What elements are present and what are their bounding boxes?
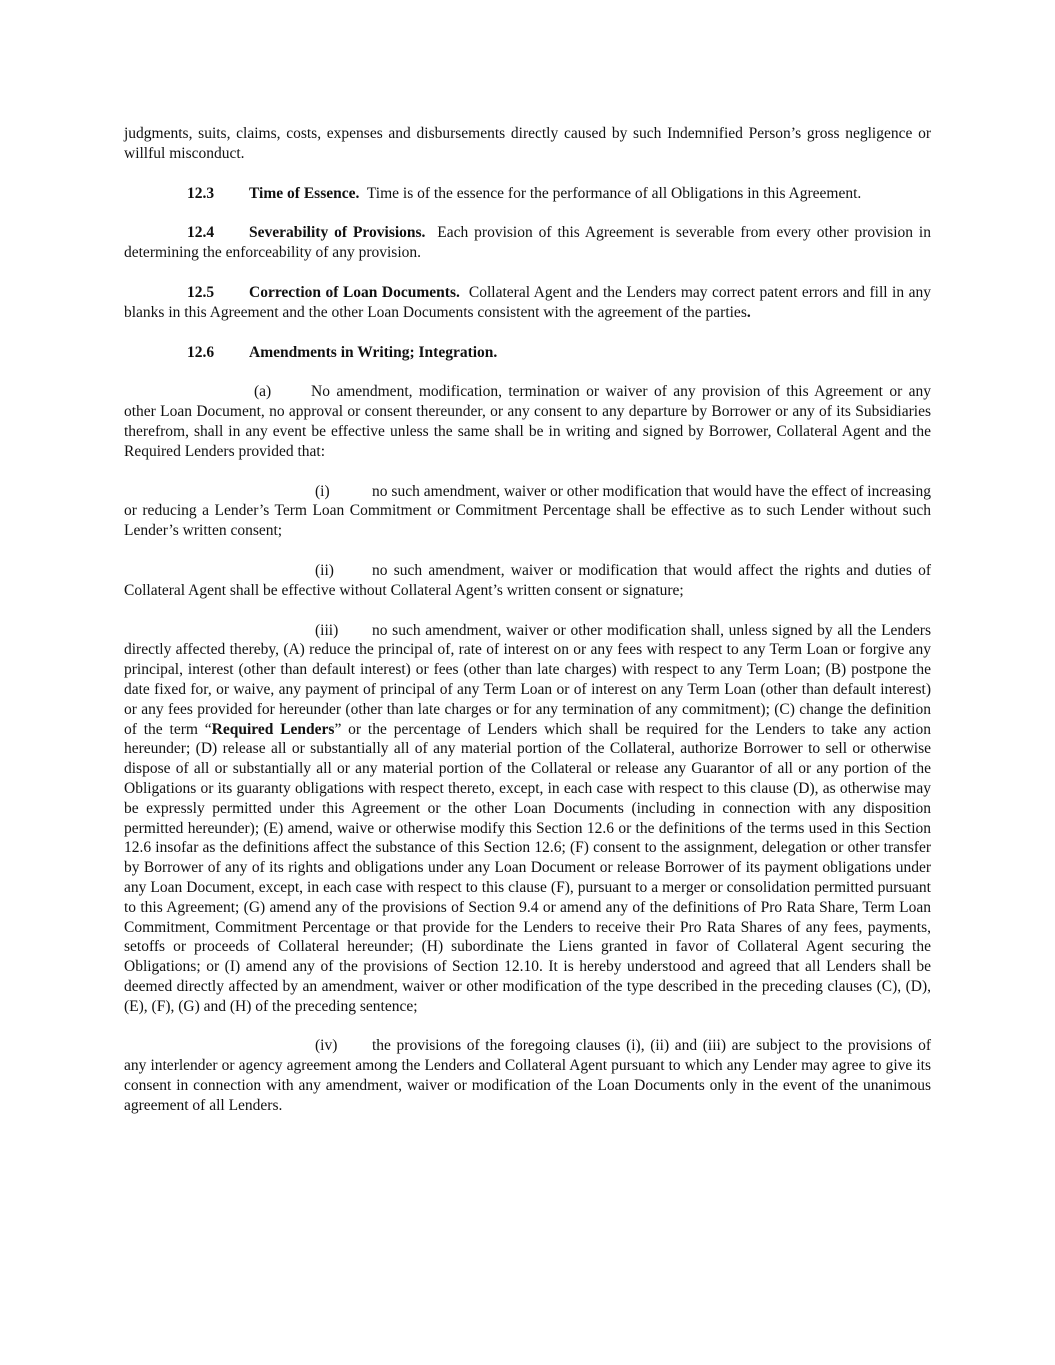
clause-label: (a) bbox=[254, 383, 272, 401]
section-12-5 bbox=[124, 283, 931, 323]
section-number: 12.4 bbox=[187, 224, 215, 242]
clause-iv bbox=[124, 1036, 931, 1115]
section-text: Collateral Agent and the Lenders may correct patent errors and fill in any blanks in this Agreement and the other Loan Documents consistent with the agreement of the parties bbox=[124, 283, 932, 321]
clause-text-part2: ” or the percentage of Lenders which shall be required for the Lenders to take any action hereunder; (D) release all or substantially all of any material portion of the Collateral, authorize Borrower to sell or otherwise dispose of all or substantially all or any material portion of the Collateral or release any Guarantor of all or any portion of the Obligations or its guaranty obligations with respect thereto, except, in each case with respect to this clause (D), as otherwise may be expressly permitted under this Agreement or the other Loan Documents (including in connection with any disposition permitted hereunder); (E) amend, waive or otherwise modify this Section 12.6 or the definitions of the terms used in this Section 12.6 insofar as the definitions affect the substance of this Section 12.6; (F) consent to the assignment, delegation or other transfer by Borrower of any of its rights and obligations under any Loan Document or release Borrower of its payment obligations under any Loan Document, except, in each case with respect to this clause (F), pursuant to a merger or consolidation permitted pursuant to this Agreement; (G) amend any of the provisions of Section 9.4 or amend any of the definitions of Pro Rata Share, Term Loan Commitment, Commitment Percentage or that provide for the Lenders to receive their Pro Rata Shares of any fees, payments, setoffs or proceeds of Collateral hereunder; (H) subordinate the Liens granted in favor of Collateral Agent securing the Obligations; or (I) amend any of the provisions of Section 12.10. It is hereby understood and agreed that all Lenders shall be deemed directly affected by an amendment, waiver or other modification of the type described in the preceding clauses (C), (D), (E), (F), (G) and (H) of the preceding sentence; bbox=[124, 720, 931, 1015]
section-number: 12.3 bbox=[187, 184, 215, 202]
section-title: Amendments in Writing; Integration. bbox=[249, 343, 498, 361]
section-text: Time is of the essence for the performance of all Obligations in this Agreement. bbox=[366, 184, 862, 202]
clause-label: (i) bbox=[315, 482, 330, 500]
section-text: Each provision of this Agreement is severable from every other provision in determining the enforceability of any provision. bbox=[124, 224, 931, 262]
section-period: . bbox=[746, 303, 751, 321]
clause-iii bbox=[124, 621, 931, 1017]
clause-text: No amendment, modification, termination or waiver of any provision of this Agreement or any other Loan Document, no approval or consent thereunder, or any consent to any departure by Borrower or any of its Subsidiaries therefrom, shall in any event be effective unless the same shall be in writing and signed by Borrower, Collateral Agent and the Required Lenders provided that: bbox=[124, 383, 931, 460]
section-number: 12.6 bbox=[187, 343, 215, 361]
section-number: 12.5 bbox=[187, 283, 215, 301]
clause-label: (iii) bbox=[315, 621, 339, 639]
section-12-6-heading bbox=[124, 343, 931, 363]
clause-text-part1: no such amendment, waiver or other modification shall, unless signed by all the Lenders directly affected thereby, (A) reduce the principal of, rate of interest on or any fees with respect to any Term Loan or forgive any principal, interest (other than default interest) or fees (other than late charges) with respect to any Term Loan; (B) postpone the date fixed for, or waive, any payment of principal of any Term Loan or of interest on any Term Loan (other than default interest) or any fees provided for hereunder (other than late charges or for any termination of any commitment); (C) change the definition of the term “ bbox=[124, 621, 931, 738]
clause-text: no such amendment, waiver or other modification that would have the effect of increasing or reducing a Lender’s Term Loan Commitment or Commitment Percentage shall be effective as to such Lender without such Lender’s written consent; bbox=[124, 482, 931, 540]
intro-text: judgments, suits, claims, costs, expenses and disbursements directly caused by such Indemnified Person’s gross negligence or willful misconduct. bbox=[124, 125, 931, 162]
section-12-3 bbox=[124, 184, 931, 204]
intro-paragraph bbox=[124, 124, 931, 164]
clause-text: the provisions of the foregoing clauses (i), (ii) and (iii) are subject to the provisions of any interlender or agency agreement among the Lenders and Collateral Agent pursuant to which any Lender may agree to give its consent in connection with any amendment, waiver or modification of the Loan Documents only in the event of the unanimous agreement of all Lenders. bbox=[124, 1037, 931, 1114]
document-page bbox=[124, 124, 931, 1116]
section-title: Severability of Provisions. bbox=[249, 224, 426, 242]
clause-label: (ii) bbox=[315, 561, 334, 579]
section-title: Time of Essence. bbox=[249, 184, 360, 202]
section-title: Correction of Loan Documents. bbox=[249, 283, 460, 301]
defined-term: Required Lenders bbox=[211, 720, 335, 738]
clause-ii bbox=[124, 561, 931, 601]
clause-text: no such amendment, waiver or modification that would affect the rights and duties of Collateral Agent shall be effective without Collateral Agent’s written consent or signature; bbox=[124, 561, 931, 599]
section-12-4 bbox=[124, 223, 931, 263]
clause-i bbox=[124, 482, 931, 541]
clause-label: (iv) bbox=[315, 1037, 338, 1055]
clause-a bbox=[124, 382, 931, 461]
